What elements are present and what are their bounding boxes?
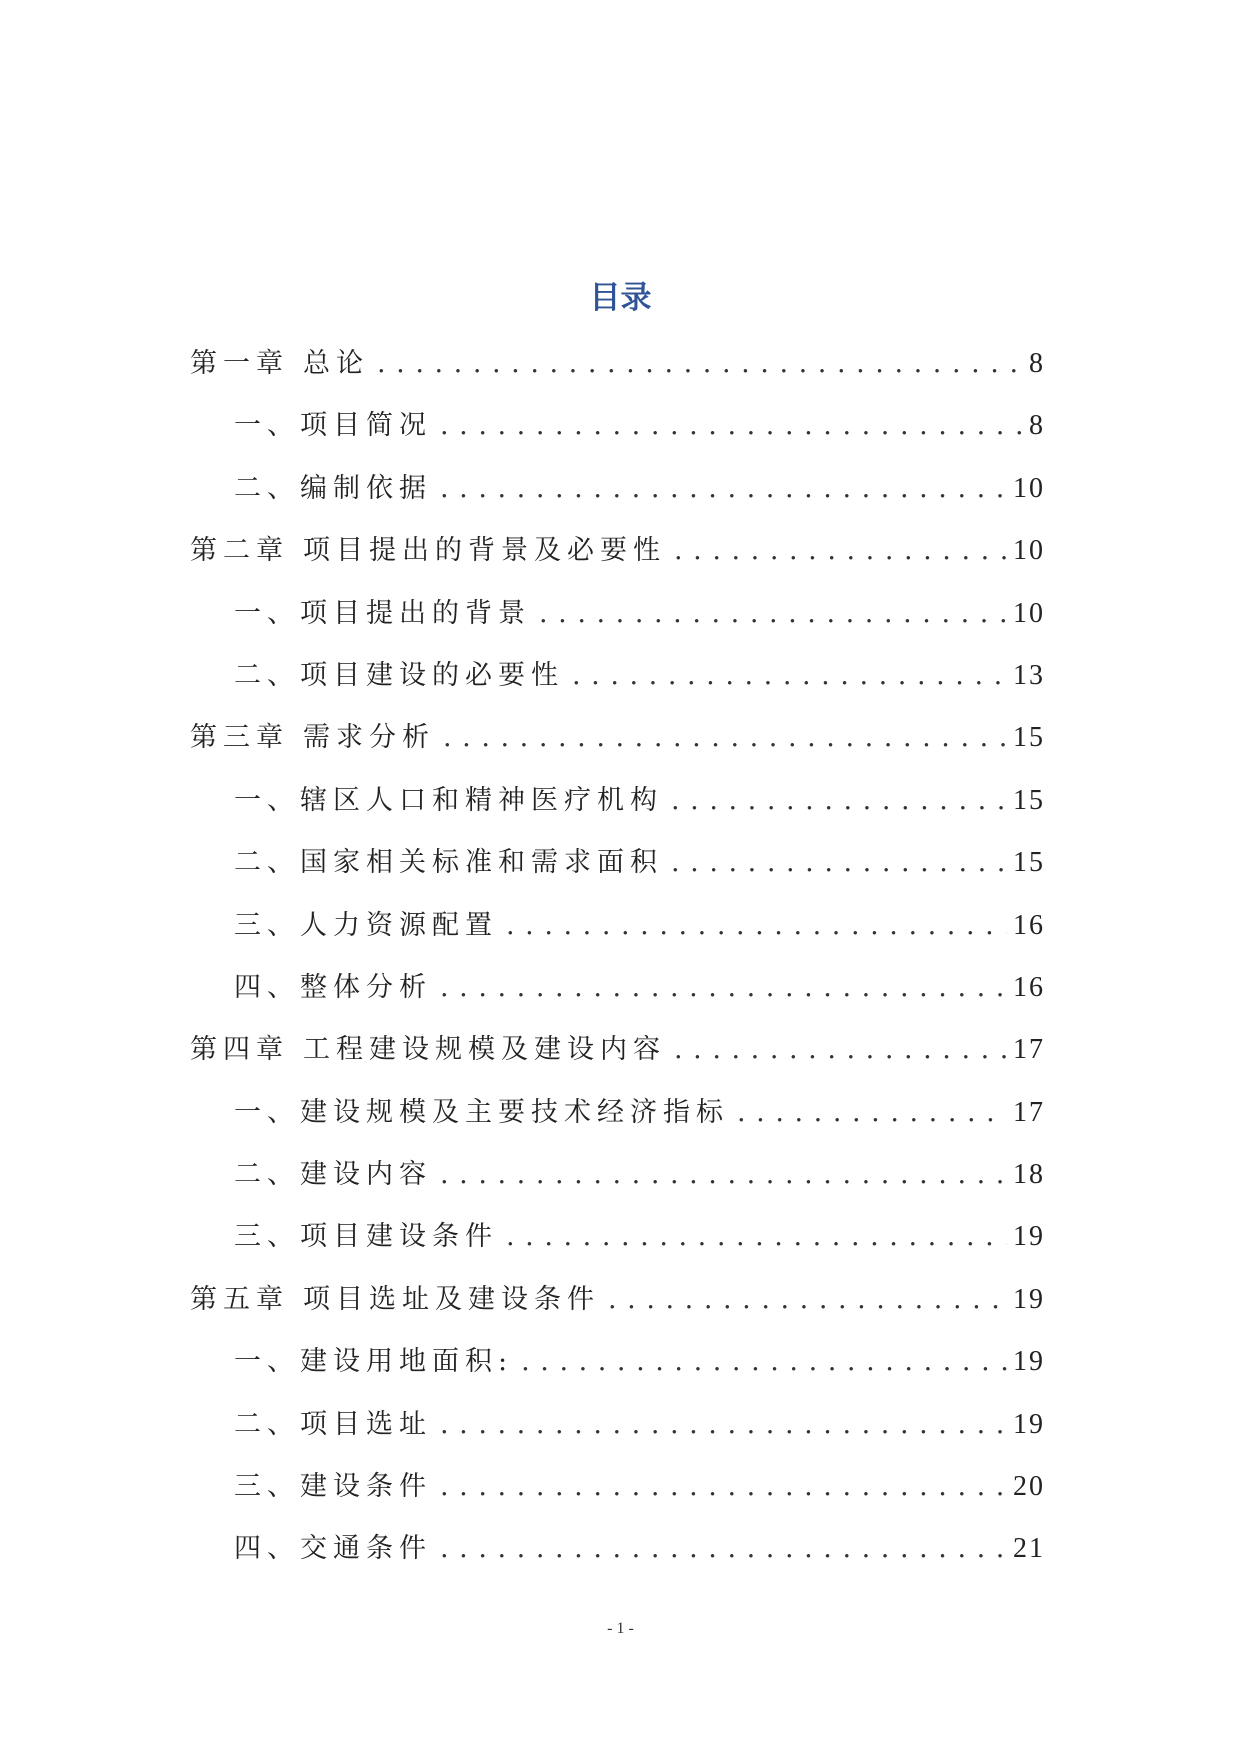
toc-entry-title: 项目建设的必要性 (300, 659, 564, 691)
toc-entry-number: 三、 (234, 909, 300, 941)
toc-dot-leader (440, 968, 1007, 1008)
toc-page-number: 21 (1013, 1533, 1045, 1565)
toc-dot-leader (443, 718, 1007, 758)
toc-section-entry[interactable] (190, 781, 1045, 843)
toc-dot-leader (440, 1405, 1007, 1445)
toc-entry-number: 第二章 (190, 535, 289, 567)
toc-chapter-entry[interactable] (190, 1030, 1045, 1092)
toc-entry-number: 一、 (234, 784, 300, 816)
toc-page-number: 10 (1013, 597, 1045, 629)
toc-page-number: 10 (1013, 472, 1045, 504)
toc-dot-leader (440, 1467, 1007, 1507)
toc-entry-number: 三、 (234, 1471, 300, 1503)
toc-entry-title: 项目提出的背景 (300, 597, 531, 629)
toc-dot-leader (506, 906, 1007, 946)
toc-entry-number: 二、 (234, 847, 300, 879)
toc-section-entry[interactable] (190, 906, 1045, 968)
toc-entry-number: 二、 (234, 472, 300, 504)
toc-dot-leader (377, 344, 1023, 384)
toc-dot-leader (674, 531, 1007, 571)
toc-entry-number: 四、 (234, 971, 300, 1003)
toc-section-entry[interactable] (190, 968, 1045, 1030)
toc-page-number: 19 (1013, 1221, 1045, 1253)
toc-section-entry[interactable] (190, 1155, 1045, 1217)
toc-entry-number: 二、 (234, 1408, 300, 1440)
toc-section-entry[interactable] (190, 1093, 1045, 1155)
toc-page-number: 16 (1013, 909, 1045, 941)
toc-entry-title: 项目简况 (300, 410, 432, 442)
toc-entry-number: 四、 (234, 1533, 300, 1565)
toc-entry-title: 人力资源配置 (300, 909, 498, 941)
toc-page-number: 17 (1013, 1096, 1045, 1128)
toc-page-number: 8 (1029, 348, 1045, 379)
toc-entry-number: 一、 (234, 1096, 300, 1128)
toc-page-number: 15 (1013, 722, 1045, 754)
toc-entry-number: 二、 (234, 659, 300, 691)
toc-entry-title: 辖区人口和精神医疗机构 (300, 784, 663, 816)
toc-page-number: 15 (1013, 784, 1045, 816)
toc-entry-title: 项目建设条件 (300, 1221, 498, 1253)
toc-section-entry[interactable] (190, 1342, 1045, 1404)
toc-dot-leader (506, 1217, 1007, 1257)
toc-page-number: 18 (1013, 1159, 1045, 1191)
toc-section-entry[interactable] (190, 594, 1045, 656)
toc-dot-leader (440, 469, 1007, 509)
toc-dot-leader (440, 1529, 1007, 1569)
toc-section-entry[interactable] (190, 1217, 1045, 1279)
toc-dot-leader (440, 1155, 1007, 1195)
toc-entry-number: 三、 (234, 1221, 300, 1253)
toc-entry-title: 建设用地面积: (300, 1346, 514, 1378)
toc-entry-title: 总论 (303, 348, 369, 379)
toc-dot-leader (440, 406, 1023, 446)
toc-entry-title: 项目选址及建设条件 (303, 1283, 600, 1315)
toc-dot-leader (671, 843, 1007, 883)
toc-entry-number: 第三章 (190, 722, 289, 754)
toc-page-number: 19 (1013, 1408, 1045, 1440)
toc-page-number: 20 (1013, 1471, 1045, 1503)
toc-title: 目录 (589, 280, 652, 316)
toc-section-entry[interactable] (190, 406, 1045, 468)
toc-chapter-entry[interactable] (190, 1280, 1045, 1342)
toc-entry-title: 项目选址 (300, 1408, 432, 1440)
toc-dot-leader (539, 594, 1007, 634)
toc-dot-leader (521, 1342, 1007, 1382)
toc-chapter-entry[interactable] (190, 718, 1045, 780)
toc-entry-number: 一、 (234, 1346, 300, 1378)
toc-page-number: 10 (1013, 535, 1045, 567)
toc-section-entry[interactable] (190, 656, 1045, 718)
page-number-footer: - 1 - (607, 1620, 634, 1637)
toc-list (190, 344, 1045, 1592)
toc-section-entry[interactable] (190, 1405, 1045, 1467)
toc-page-number: 19 (1013, 1283, 1045, 1315)
toc-entry-number: 二、 (234, 1159, 300, 1191)
toc-entry-number: 一、 (234, 597, 300, 629)
toc-page-number: 13 (1013, 659, 1045, 691)
toc-page-number: 16 (1013, 971, 1045, 1003)
toc-entry-title: 交通条件 (300, 1533, 432, 1565)
toc-dot-leader (737, 1093, 1007, 1133)
toc-page-number: 17 (1013, 1034, 1045, 1066)
toc-entry-title: 需求分析 (303, 722, 435, 754)
toc-dot-leader (572, 656, 1007, 696)
toc-section-entry[interactable] (190, 1467, 1045, 1529)
toc-entry-number: 第五章 (190, 1283, 289, 1315)
toc-dot-leader (674, 1030, 1007, 1070)
toc-entry-number: 一、 (234, 410, 300, 442)
toc-section-entry[interactable] (190, 469, 1045, 531)
toc-page-number: 19 (1013, 1346, 1045, 1378)
toc-dot-leader (608, 1280, 1007, 1320)
toc-page-number: 8 (1029, 410, 1045, 442)
toc-entry-title: 工程建设规模及建设内容 (303, 1034, 666, 1066)
toc-entry-title: 建设内容 (300, 1159, 432, 1191)
toc-entry-number: 第一章 (190, 348, 289, 379)
toc-entry-title: 建设规模及主要技术经济指标 (300, 1096, 729, 1128)
toc-chapter-entry[interactable] (190, 531, 1045, 593)
toc-chapter-entry[interactable] (190, 344, 1045, 406)
toc-entry-title: 编制依据 (300, 472, 432, 504)
toc-entry-title: 国家相关标准和需求面积 (300, 847, 663, 879)
toc-entry-number: 第四章 (190, 1034, 289, 1066)
toc-page-number: 15 (1013, 847, 1045, 879)
toc-dot-leader (671, 781, 1007, 821)
toc-section-entry[interactable] (190, 843, 1045, 905)
toc-entry-title: 整体分析 (300, 971, 432, 1003)
toc-entry-title: 建设条件 (300, 1471, 432, 1503)
toc-section-entry[interactable] (190, 1529, 1045, 1591)
toc-entry-title: 项目提出的背景及必要性 (303, 535, 666, 567)
